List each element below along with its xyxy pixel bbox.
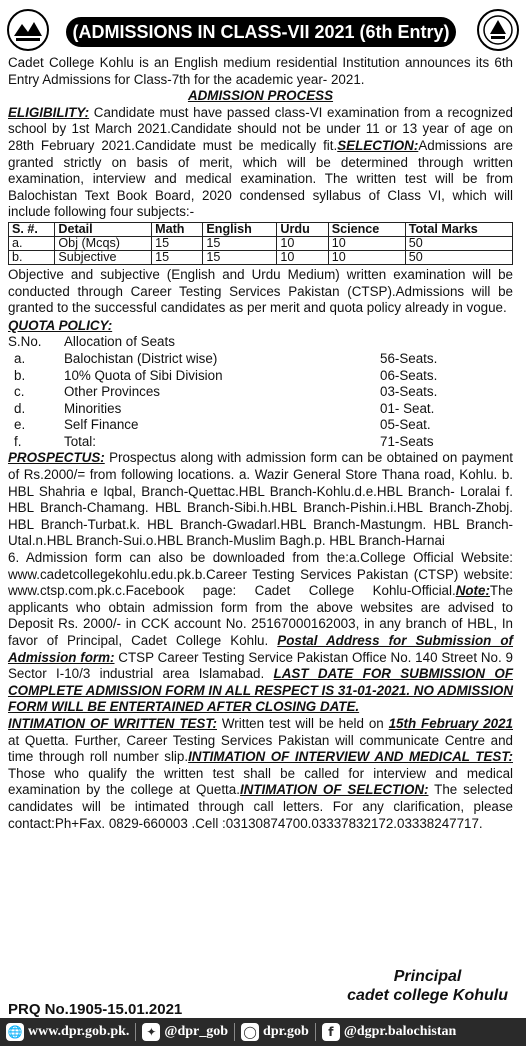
quota-seats: 03-Seats.: [380, 384, 438, 400]
table-cell: 50: [405, 236, 512, 250]
table-cell: Subjective: [55, 250, 152, 264]
eligibility-label: ELIGIBILITY:: [8, 104, 90, 120]
divider: [315, 1023, 316, 1041]
quota-category: Balochistan (District wise): [64, 350, 218, 366]
table-cell: 15: [203, 250, 277, 264]
note-label: Note:: [455, 583, 490, 599]
signature-institution: cadet college Kohulu: [347, 987, 508, 1004]
signature-title: Principal: [393, 968, 462, 985]
quota-seats: 05-Seat.: [380, 417, 431, 433]
table-header: Science: [328, 222, 405, 236]
marks-table: [8, 222, 513, 265]
exam-paragraph: Objective and subjective (English and Urdu Medium) written examination will be conducted through Career Testing Services Pakistan (CTSP).Admissions will be granted to the successful candidates as per merit and quota policy already in vogue.: [8, 266, 513, 316]
intro-paragraph: Cadet College Kohlu is an English medium residential Institution announces its 6th Entry Admissions for Class-7th for the academic year- 2021.: [8, 55, 513, 87]
quota-allocation-header: Allocation of Seats: [64, 334, 175, 350]
process-heading: ADMISSION PROCESS: [187, 88, 334, 104]
table-cell: 15: [203, 236, 277, 250]
table-header-row: [9, 222, 513, 236]
quota-index: c.: [14, 384, 25, 400]
table-cell: b.: [9, 250, 55, 264]
footer-website[interactable]: [6, 1023, 129, 1041]
quota-index: f.: [14, 433, 22, 449]
table-header: English: [203, 222, 277, 236]
quota-category: Minorities: [64, 400, 122, 416]
quota-seats: 06-Seats.: [380, 367, 438, 383]
quota-policy: [8, 318, 513, 451]
prospectus-label: PROSPECTUS:: [8, 450, 105, 466]
table-cell: 15: [152, 236, 203, 250]
table-cell: 50: [405, 250, 512, 264]
quota-seats: 56-Seats.: [380, 350, 438, 366]
table-row: [9, 236, 513, 250]
table-cell: 10: [328, 250, 405, 264]
college-crest-icon: [476, 8, 520, 52]
footer-bar: [0, 1018, 526, 1046]
quota-seats: 01- Seat.: [380, 400, 435, 416]
list-item: [8, 384, 513, 401]
quota-category: Self Finance: [64, 417, 139, 433]
table-cell: 15: [152, 250, 203, 264]
list-item: [8, 417, 513, 434]
website-link[interactable]: www.dpr.gob.pk.: [28, 1024, 130, 1039]
footer-instagram[interactable]: [241, 1023, 309, 1041]
prospectus-paragraph: [8, 450, 513, 550]
facebook-handle[interactable]: @dgpr.balochistan: [343, 1024, 457, 1039]
quota-category: Other Provinces: [64, 384, 161, 400]
interview-label: INTIMATION OF INTERVIEW AND MEDICAL TEST:: [188, 749, 513, 765]
selection-label: SELECTION:: [337, 137, 419, 153]
table-header: Math: [152, 222, 203, 236]
header: [0, 0, 526, 60]
quota-index: e.: [14, 417, 26, 433]
quota-seats: 71-Seats: [380, 433, 434, 449]
table-cell: 10: [277, 236, 328, 250]
note-text: The applicants who obtain admission form from the above websites are advised to Deposit Rs. 2000/- in CCK account No. 25167000162003, in any branch of HBL, In favor of Principal, Cadet College Kohlu.: [8, 583, 513, 648]
signature-block: [347, 967, 508, 1005]
last-date-notice: LAST DATE FOR SUBMISSION OF COMPLETE ADMISSION FORM IN ALL RESPECT IS 31-01-2021. NO ADMISSION FORM WILL BE ENTERTAINED AFTER CLOSING DATE.: [8, 666, 514, 715]
written-test-label: INTIMATION OF WRITTEN TEST:: [8, 715, 218, 731]
list-item: [8, 434, 513, 451]
divider: [234, 1023, 235, 1041]
quota-header-row: [8, 334, 513, 351]
list-item: [8, 401, 513, 418]
footer-facebook[interactable]: [322, 1023, 457, 1041]
table-header: Detail: [55, 222, 152, 236]
table-cell: 10: [277, 250, 328, 264]
postal-label: Postal Address for Submission of Admission form:: [8, 633, 514, 665]
table-cell: a.: [9, 236, 55, 250]
written-test-date: 15th February 2021: [388, 715, 513, 731]
quota-category: 10% Quota of Sibi Division: [64, 367, 223, 383]
quota-sno-header: S.No.: [8, 334, 42, 350]
selection-text: Admissions are granted strictly on basis of merit, which will be determined through written examination, interview and medical examination. The written test will be from Balochistan Text Book Board, 2020 condensed syllabus of Class VI, which will include following four subjects:-: [8, 137, 513, 220]
download-text: 6. Admission form can also be downloaded from the:a.College Official Website: www.cadetcollegekohlu.edu.pk.b.Career Testing Services Pakistan (CTSP) website: www.ctsp.com.pk.c.Facebook page: Cadet College Kohlu-Official.: [8, 550, 513, 599]
intimation-paragraph: [8, 716, 513, 832]
instagram-icon: ◯: [241, 1023, 259, 1041]
interview-text: Those who qualify the written test shall be called for interview and medical examination by the college at Quetta.: [8, 765, 513, 798]
written-test-text: Written test will be held on: [217, 715, 389, 731]
table-header: Urdu: [277, 222, 328, 236]
advertisement-body: [8, 55, 513, 832]
selection-intimation-text: The selected candidates will be intimated through call letters. For any clarification, please contact:Ph+Fax. 0829-660003 .Cell :03130874700.03337832172.03338247717.: [8, 782, 513, 831]
table-row: [9, 250, 513, 264]
eligibility-text: Candidate must have passed class-VI examination from a recognized school by 1st March 2021.Candidate should not be under 11 or 13 year of age on 28th February 2021.Candidate must be medically fit.: [8, 104, 513, 153]
instagram-handle[interactable]: dpr.gob: [263, 1024, 309, 1039]
list-item: [8, 351, 513, 368]
divider: [135, 1023, 136, 1041]
footer-twitter[interactable]: [142, 1023, 228, 1041]
quota-index: a.: [14, 350, 26, 366]
table-header: Total Marks: [405, 222, 512, 236]
prq-number: PRQ No.1905-15.01.2021: [8, 1001, 183, 1018]
table-cell: Obj (Mcqs): [55, 236, 152, 250]
table-cell: 10: [328, 236, 405, 250]
quota-index: d.: [14, 400, 26, 416]
quota-index: b.: [14, 367, 26, 383]
page-title: (ADMISSIONS IN CLASS-VII 2021 (6th Entry): [66, 17, 456, 47]
written-test-text-2: at Quetta. Further, Career Testing Services Pakistan will communicate Centre and time through roll number slip.: [8, 732, 513, 765]
facebook-icon: f: [322, 1023, 340, 1041]
twitter-icon: ✦: [142, 1023, 160, 1041]
quota-label: QUOTA POLICY:: [8, 317, 113, 333]
download-paragraph: [8, 550, 513, 716]
selection-intimation-label: INTIMATION OF SELECTION:: [239, 782, 429, 798]
prospectus-text: Prospectus along with admission form can be obtained on payment of Rs.2000/= from following locations. a. Wazir General Store Thana road, Kohlu. b. HBL Shahria e Iqbal, Branch-Quettac.HBL Branch-Kohlu.d.e.HBL Branch- Loralai f. HBL Branch-Chamang. HBL Branch-Sibi.h.HBL Branch-Pishin.i.HBL Branch-Zhobj. HBL Branch-Turbat.k. HBL Branch-Gwadarl.HBL Branch-Mastungm. HBL Branch-Utal.n.HBL Branch-Sui.o.HBL Branch-Muslim Bagh.p. HBL Branch-Harnai: [8, 450, 513, 549]
twitter-handle[interactable]: @dpr_gob: [164, 1024, 229, 1039]
list-item: [8, 368, 513, 385]
quota-category: Total:: [64, 433, 97, 449]
table-header: S. #.: [9, 222, 55, 236]
postal-text: CTSP Career Testing Service Pakistan Office No. 140 Street No. 9 Sector I-10/3 industrial area Islamabad.: [8, 649, 513, 682]
government-emblem-icon: [6, 8, 50, 52]
globe-icon: 🌐: [7, 1025, 23, 1039]
eligibility-paragraph: [8, 105, 513, 221]
